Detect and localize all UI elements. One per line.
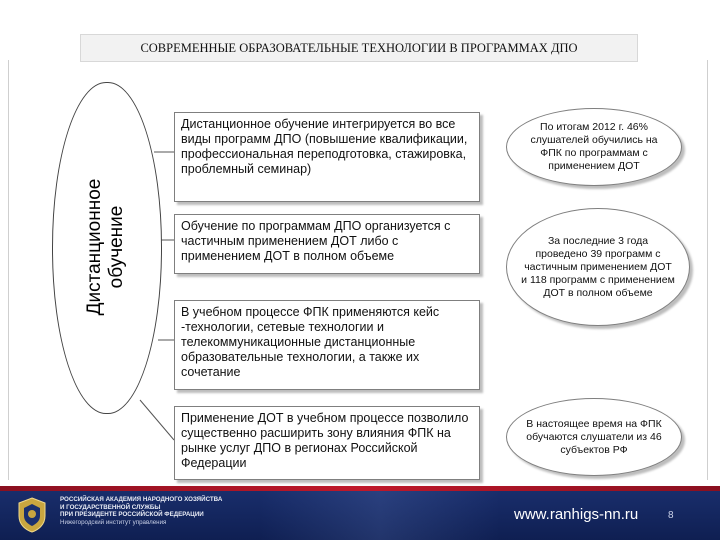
side-label [84, 97, 128, 397]
footer-banner [0, 486, 720, 540]
info-box-2: Обучение по программам ДПО организуется с частичным применением ДОТ либо с применением ДОТ в полном объеме [174, 214, 480, 274]
stat-ellipse-2: За последние 3 года проведено 39 программ с частичным применением ДОТ и 118 программ с применением ДОТ в полном объеме [506, 208, 690, 326]
page-title: СОВРЕМЕННЫЕ ОБРАЗОВАТЕЛЬНЫЕ ТЕХНОЛОГИИ В ПРОГРАММАХ ДПО [80, 34, 638, 62]
academy-line-2: И ГОСУДАРСТВЕННОЙ СЛУЖБЫ [60, 503, 161, 511]
page-number: 8 [668, 510, 674, 521]
academy-line-1: РОССИЙСКАЯ АКАДЕМИЯ НАРОДНОГО ХОЗЯЙСТВА [60, 496, 223, 503]
academy-name [60, 496, 222, 526]
academy-emblem-icon [16, 496, 48, 534]
footer-swoosh [260, 491, 500, 540]
academy-line-4: Нижегородский институт управления [60, 518, 167, 526]
stat-ellipse-1: По итогам 2012 г. 46% слушателей обучились на ФПК по программам с применением ДОТ [506, 108, 682, 186]
side-label-line2: обучение [106, 205, 127, 289]
info-box-4: Применение ДОТ в учебном процессе позволило существенно расширить зону влияния ФПК на рынке услуг ДПО в регионах Российской Федерации [174, 406, 480, 480]
stat-ellipse-3: В настоящее время на ФПК обучаются слушатели из 46 субъектов РФ [506, 398, 682, 476]
academy-line-3: ПРИ ПРЕЗИДЕНТЕ РОССИЙСКОЙ ФЕДЕРАЦИИ [60, 511, 204, 519]
info-box-1: Дистанционное обучение интегрируется во все виды программ ДПО (повышение квалификации, профессиональная переподготовка, стажировка, проблемный семинар) [174, 112, 480, 202]
side-label-line1: Дистанционное [84, 178, 105, 316]
connector-4 [140, 400, 174, 440]
info-box-3: В учебном процессе ФПК применяются кейс -технологии, сетевые технологии и телекоммуникационные дистанционные образовательные технологии, а также их сочетание [174, 300, 480, 390]
website-link[interactable]: www.ranhigs-nn.ru [514, 506, 639, 523]
